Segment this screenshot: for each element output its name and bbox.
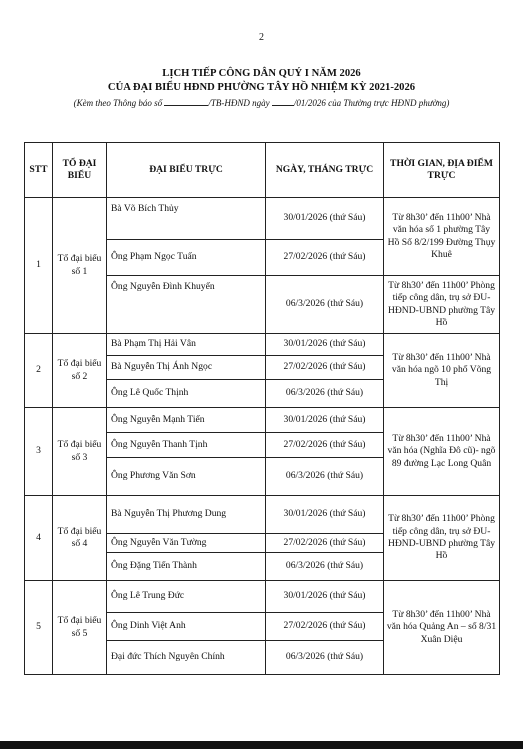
time-place-cell: Từ 8h30’ đến 11h00’ Phòng tiếp công dân, trụ sở ĐU-HĐND-UBND phường Tây Hồ [384,496,500,581]
delegate-cell: Bà Nguyễn Thị Phương Dung [107,496,266,534]
header-time-place: THỜI GIAN, ĐỊA ĐIỂM TRỰC [384,143,500,198]
group-cell: Tổ đại biểu số 1 [53,198,107,334]
delegate-cell: Ông Nguyễn Văn Tường [107,534,266,553]
date-cell: 06/3/2026 (thứ Sáu) [266,276,384,334]
time-place-cell: Từ 8h30’ đến 11h00’ Nhà văn hóa số 1 phường Tây Hồ Số 8/2/199 Đường Thụy Khuê [384,198,500,276]
blank-day [272,96,294,106]
group-cell: Tổ đại biểu số 2 [53,334,107,408]
date-cell: 06/3/2026 (thứ Sáu) [266,553,384,581]
delegate-cell: Ông Nguyễn Mạnh Tiến [107,408,266,433]
table-row [25,334,500,356]
date-cell: 30/01/2026 (thứ Sáu) [266,198,384,240]
bottom-edge-bar [0,741,523,749]
date-cell: 27/02/2026 (thứ Sáu) [266,240,384,276]
delegate-cell: Ông Dinh Việt Anh [107,613,266,641]
delegate-cell: Ông Lê Quốc Thịnh [107,380,266,408]
note-part-3: /01/2026 của Thường trực HĐND phường) [293,98,450,108]
date-cell: 30/01/2026 (thứ Sáu) [266,496,384,534]
document-title: LỊCH TIẾP CÔNG DÂN QUÝ I NĂM 2026 [162,68,361,79]
table-header-row [25,143,500,198]
date-cell: 30/01/2026 (thứ Sáu) [266,334,384,356]
date-cell: 30/01/2026 (thứ Sáu) [266,408,384,433]
date-cell: 27/02/2026 (thứ Sáu) [266,613,384,641]
date-cell: 06/3/2026 (thứ Sáu) [266,641,384,675]
time-place-cell: Từ 8h30’ đến 11h00’ Nhà văn hóa ngõ 10 phố Võng Thị [384,334,500,408]
delegate-cell: Ông Nguyễn Đình Khuyến [107,276,266,334]
delegate-cell: Ông Lê Trung Đức [107,581,266,613]
date-cell: 06/3/2026 (thứ Sáu) [266,380,384,408]
blank-number [164,96,208,106]
time-place-cell: Từ 8h30’ đến 11h00’ Phòng tiếp công dân, trụ sở ĐU-HĐND-UBND phường Tây Hồ [384,276,500,334]
delegate-cell: Ông Phương Văn Sơn [107,458,266,496]
delegate-cell: Đại đức Thích Nguyên Chính [107,641,266,675]
note-part-1: (Kèm theo Thông báo số [73,98,163,108]
stt-cell: 5 [25,581,53,675]
delegate-cell: Bà Phạm Thị Hải Vân [107,334,266,356]
page-number: 2 [259,32,264,43]
header-stt: STT [25,143,53,198]
reference-note [0,96,523,108]
date-cell: 06/3/2026 (thứ Sáu) [266,458,384,496]
group-cell: Tổ đại biểu số 5 [53,581,107,675]
stt-cell: 3 [25,408,53,496]
time-place-cell: Từ 8h30’ đến 11h00’ Nhà văn hóa (Nghĩa Đô cũ)- ngõ 89 đường Lạc Long Quân [384,408,500,496]
header-delegate: ĐẠI BIỂU TRỰC [107,143,266,198]
date-cell: 27/02/2026 (thứ Sáu) [266,534,384,553]
table-row [25,198,500,240]
table-row [25,581,500,613]
group-cell: Tổ đại biểu số 3 [53,408,107,496]
document-subtitle: CỦA ĐẠI BIỂU HĐND PHƯỜNG TÂY HỒ NHIỆM KỲ 2021-2026 [107,82,416,93]
delegate-cell: Ông Đặng Tiến Thành [107,553,266,581]
date-cell: 27/02/2026 (thứ Sáu) [266,356,384,380]
table-row [25,496,500,534]
group-cell: Tổ đại biểu số 4 [53,496,107,581]
delegate-cell: Bà Nguyễn Thị Ánh Ngọc [107,356,266,380]
schedule-table [24,142,500,675]
delegate-cell: Ông Phạm Ngọc Tuấn [107,240,266,276]
date-cell: 27/02/2026 (thứ Sáu) [266,433,384,458]
stt-cell: 4 [25,496,53,581]
time-place-cell: Từ 8h30’ đến 11h00’ Nhà văn hóa Quảng An – số 8/31 Xuân Diệu [384,581,500,675]
header-group: TỔ ĐẠI BIỂU [53,143,107,198]
delegate-cell: Bà Võ Bích Thủy [107,198,266,240]
header-date: NGÀY, THÁNG TRỰC [266,143,384,198]
delegate-cell: Ông Nguyễn Thanh Tịnh [107,433,266,458]
date-cell: 30/01/2026 (thứ Sáu) [266,581,384,613]
stt-cell: 1 [25,198,53,334]
stt-cell: 2 [25,334,53,408]
note-part-2: /TB-HĐND ngày [208,98,270,108]
table-row [25,408,500,433]
